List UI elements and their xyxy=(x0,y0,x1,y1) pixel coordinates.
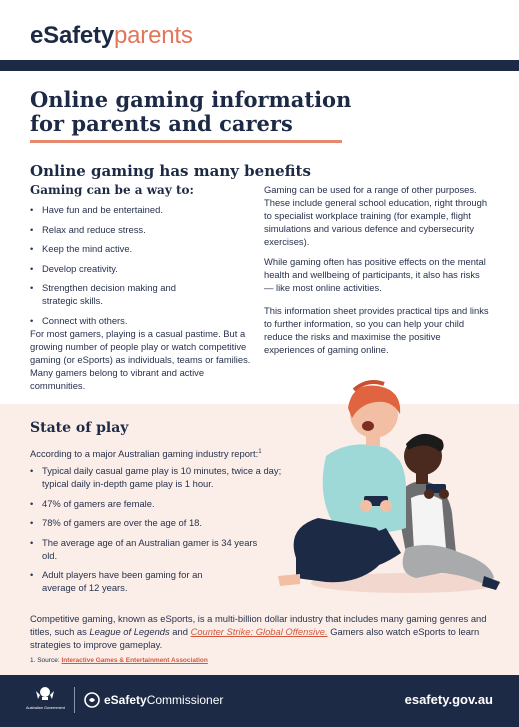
esafety-parents-logo[interactable] xyxy=(30,22,193,50)
footnote-marker: 1 xyxy=(258,449,262,455)
benefits-paragraph: For most gamers, playing is a casual pastime. But a growing number of people play or watch competitive gaming (or eSports) as individuals, teams or families. Many gamers belong to vibrant and active communities. xyxy=(30,328,251,391)
footer-divider xyxy=(74,687,75,713)
list-item: • Have fun and be entertained. xyxy=(30,203,245,216)
tips-paragraph: This information sheet provides practical tips and links to further information, so you can help your child reduce the risks and maximise the positive experiences of gaming online. xyxy=(264,305,489,355)
source-label: 1. Source: xyxy=(30,657,62,664)
list-item: • Adult players have been gaming for an average of 12 years. xyxy=(30,568,230,594)
gov-label: Australian Government xyxy=(26,706,65,710)
game-title: League of Legends xyxy=(89,626,170,637)
list-item: • Typical daily casual game play is 10 minutes, twice a day; typical daily in-depth game play is 1 hour. xyxy=(30,464,308,490)
esports-paragraph xyxy=(30,612,495,651)
esports-text: Competitive gaming, known as eSports, is a multi-billion dollar industry that includes many gaming genres and titles, such as xyxy=(30,613,487,637)
list-item: • Strengthen decision making and strategic skills. xyxy=(30,281,205,307)
list-item: • 47% of gamers are female. xyxy=(30,497,308,510)
title-underline xyxy=(30,140,342,143)
list-item: • Keep the mind active. xyxy=(30,242,245,255)
state-of-play-intro xyxy=(30,446,300,460)
purposes-paragraph: Gaming can be used for a range of other purposes. These include general school education, right through to specialist workplace training (for example, flight simulations and various defence and cybersecurity exercises). xyxy=(264,184,488,247)
australian-government-crest-icon[interactable] xyxy=(30,685,60,707)
source-link[interactable]: Interactive Games & Entertainment Association xyxy=(61,657,208,664)
esports-text: Gamers also watch eSports to learn strategies to improve gameplay. xyxy=(30,626,480,650)
list-item: • Develop creativity. xyxy=(30,262,245,275)
risks-paragraph: While gaming often has positive effects on the mental health and wellbeing of participants, it also has risks — like most online activities. xyxy=(264,256,486,293)
state-of-play-heading: State of play xyxy=(30,420,129,436)
commissioner-bold: eSafety xyxy=(104,693,147,707)
list-item: • 78% of gamers are over the age of 18. xyxy=(30,516,308,529)
intro-text: According to a major Australian gaming industry report: xyxy=(30,448,259,460)
counter-strike-link[interactable]: Counter Strike: Global Offensive. xyxy=(190,626,328,637)
page-title xyxy=(30,88,360,136)
esports-text: and xyxy=(169,626,191,637)
page-title-line2: for parents and carers xyxy=(30,111,293,136)
list-item: • The average age of an Australian gamer is 34 years old. xyxy=(30,536,262,562)
brand-light: parents xyxy=(113,22,193,49)
page-title-line1: Online gaming information xyxy=(30,87,352,112)
list-item: • Connect with others. xyxy=(30,314,245,327)
commissioner-rest: Commissioner xyxy=(146,693,224,707)
esafety-logo-icon xyxy=(84,692,100,708)
header-bar xyxy=(0,60,519,71)
stats-list xyxy=(30,464,308,601)
benefits-subheading: Gaming can be a way to: xyxy=(30,183,194,197)
website-url[interactable]: esafety.gov.au xyxy=(404,692,493,707)
source-footnote xyxy=(30,657,208,664)
benefits-heading: Online gaming has many benefits xyxy=(30,162,311,180)
list-item: • Relax and reduce stress. xyxy=(30,223,245,236)
benefits-list xyxy=(30,203,245,333)
esafety-commissioner-logo[interactable] xyxy=(104,693,223,707)
brand-bold: eSafety xyxy=(30,22,114,49)
